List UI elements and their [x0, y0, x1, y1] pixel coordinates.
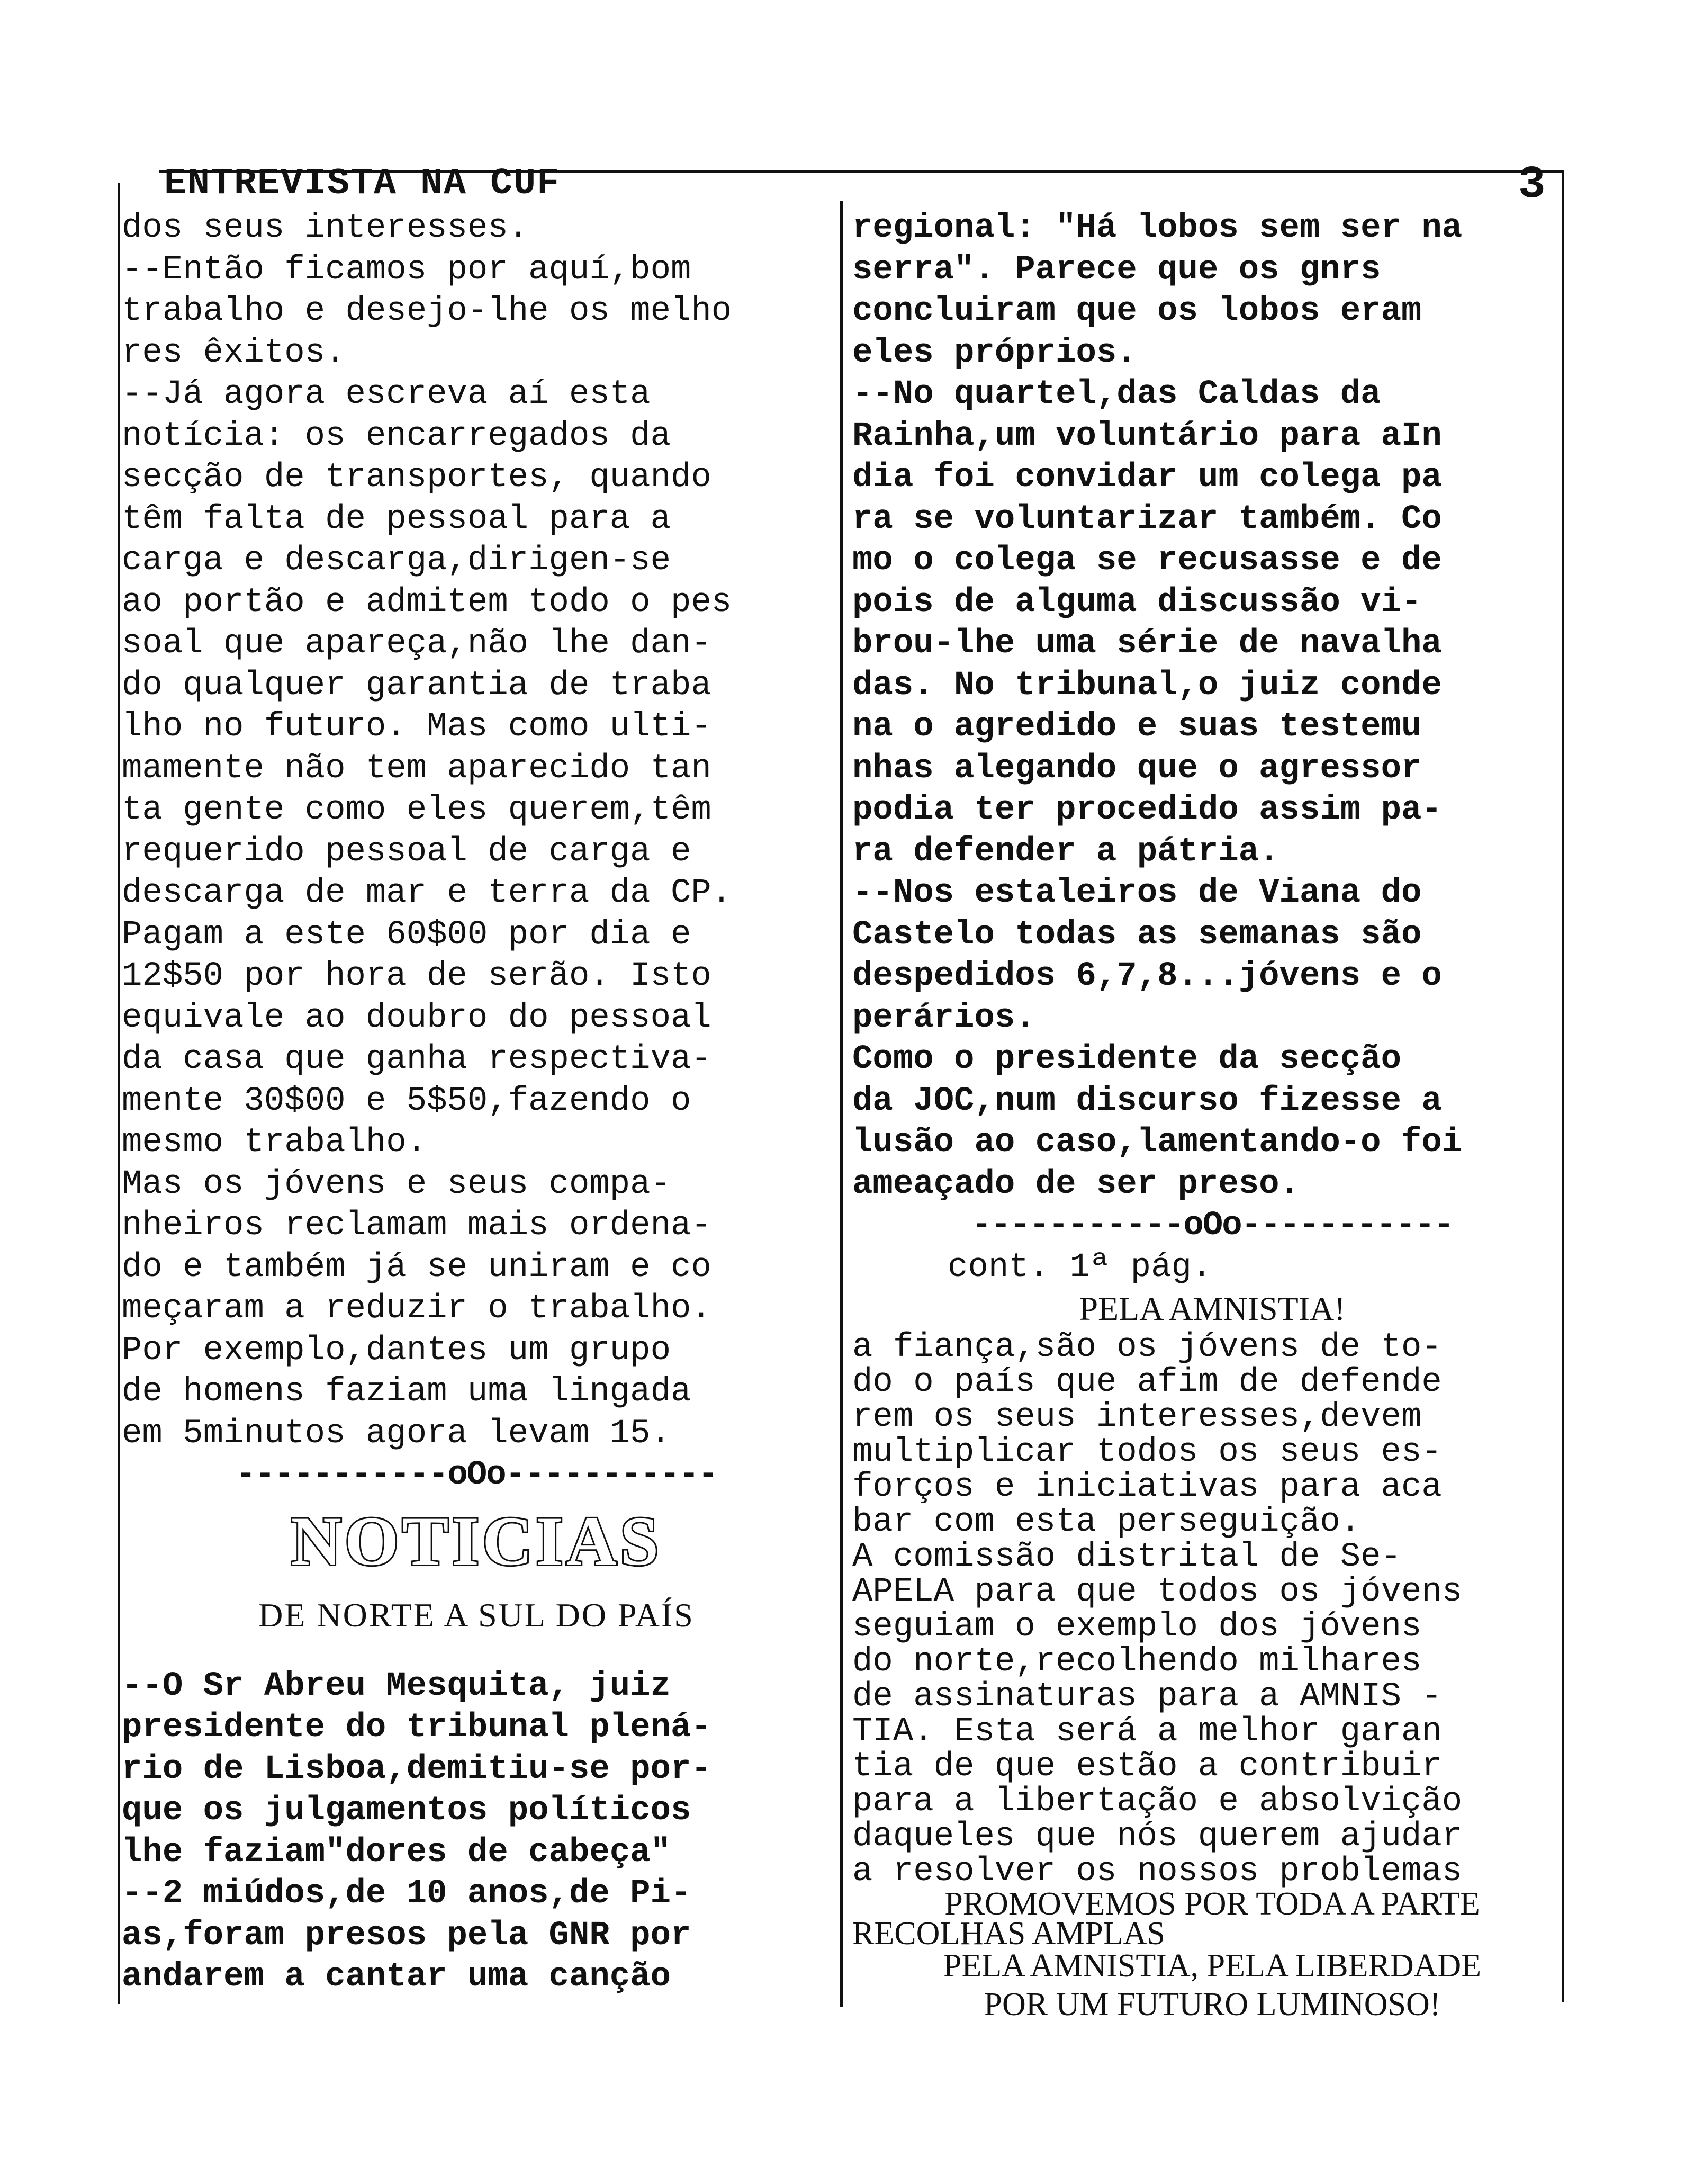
text-line: 12$50 por hora de serão. Isto [122, 957, 711, 995]
text-line: das. No tribunal,o juiz conde [852, 666, 1442, 705]
continuation-title: PELA AMNISTIA! [1079, 1290, 1346, 1327]
slogan-line: RECOLHAS AMPLAS [852, 1918, 1165, 1948]
news-line: rio de Lisboa,demitiu-se por- [122, 1750, 711, 1788]
text-line: meçaram a reduzir o trabalho. [122, 1290, 711, 1328]
text-line: nhas alegando que o agressor [852, 749, 1422, 788]
text-line: descarga de mar e terra da CP. [122, 874, 732, 912]
text-line: de homens faziam uma lingada [122, 1373, 691, 1411]
amnesty-line: do o país que afim de defende [852, 1364, 1442, 1400]
text-line: brou-lhe uma série de navalha [852, 625, 1442, 663]
text-line: concluiram que os lobos eram [852, 292, 1422, 330]
amnesty-line: forços e iniciativas para aca [852, 1469, 1442, 1505]
amnesty-line: do norte,recolhendo milhares [852, 1644, 1422, 1679]
text-line: Como o presidente da secção [852, 1040, 1401, 1078]
amnesty-line: TIA. Esta será a melhor garan [852, 1714, 1442, 1749]
amnesty-line: a resolver os nossos problemas [852, 1854, 1463, 1889]
slogan-line: PELA AMNISTIA, PELA LIBERDADE [943, 1948, 1482, 1983]
text-line: Pagam a este 60$00 por dia e [122, 915, 691, 954]
text-line: despedidos 6,7,8...jóvens e o [852, 957, 1442, 995]
news-line: --O Sr Abreu Mesquita, juiz [122, 1667, 671, 1705]
header-title: ENTREVISTA NA CUF [164, 163, 561, 205]
text-line: lho no futuro. Mas como ulti- [122, 708, 711, 746]
text-line: Rainha,um voluntário para aIn [852, 417, 1442, 455]
slogan-line: PROMOVEMOS POR TODA A PARTE [944, 1889, 1480, 1919]
amnesty-line: APELA para que todos os jóvens [852, 1574, 1463, 1610]
text-line: do qualquer garantia de traba [122, 666, 711, 705]
text-line: na o agredido e suas testemu [852, 708, 1422, 746]
text-line: ameaçado de ser preso. [852, 1165, 1300, 1203]
text-line: podia ter procedido assim pa- [852, 791, 1442, 829]
text-line: regional: "Há lobos sem ser na [852, 209, 1463, 247]
amnesty-line: para a libertação e absolvição [852, 1784, 1463, 1819]
text-line: ta gente como eles querem,têm [122, 791, 711, 829]
text-line: secção de transportes, quando [122, 459, 711, 497]
amnesty-line: multiplicar todos os seus es- [852, 1434, 1442, 1470]
text-line: res êxitos. [122, 334, 346, 372]
news-line: lhe faziam"dores de cabeça" [122, 1833, 671, 1872]
news-line: --2 miúdos,de 10 anos,de Pi- [122, 1875, 691, 1913]
text-line: requerido pessoal de carga e [122, 832, 691, 871]
slogan-line: POR UM FUTURO LUMINOSO! [984, 1986, 1441, 2023]
column-divider [840, 201, 843, 2007]
text-line: pois de alguma discussão vi- [852, 583, 1422, 622]
right-column [852, 208, 1572, 2026]
amnesty-line: a fiança,são os jóvens de to- [852, 1329, 1442, 1365]
amnesty-line: rem os seus interesses,devem [852, 1399, 1422, 1435]
text-line: mente 30$00 e 5$50,fazendo o [122, 1082, 691, 1120]
text-line: soal que apareça,não lhe dan- [122, 625, 711, 663]
spacer [122, 1644, 831, 1666]
news-line: as,foram presos pela GNR por [122, 1916, 691, 1955]
text-line: da casa que ganha respectiva- [122, 1040, 711, 1078]
amnesty-line: A comissão distrital de Se- [852, 1539, 1401, 1575]
amnesty-text [852, 1330, 1572, 1889]
text-line: da JOC,num discurso fizesse a [852, 1082, 1442, 1120]
left-column [122, 208, 831, 1998]
text-line: lusão ao caso,lamentando-o foi [852, 1124, 1463, 1162]
text-line: carga e descarga,dirigen-se [122, 542, 671, 580]
text-line: têm falta de pessoal para a [122, 500, 671, 538]
text-line: Mas os jóvens e seus compa- [122, 1165, 671, 1203]
amnesty-line: tia de que estão a contribuir [852, 1749, 1442, 1784]
section-title: NOTICIAS [291, 1502, 662, 1580]
text-line: dia foi convidar um colega pa [852, 459, 1442, 497]
continuation-note: cont. 1ª pág. [948, 1248, 1212, 1287]
text-line: ra se voluntarizar também. Co [852, 500, 1442, 538]
news-line: andarem a cantar uma canção [122, 1958, 671, 1996]
text-line: ra defender a pátria. [852, 832, 1279, 871]
text-line: trabalho e desejo-lhe os melho [122, 292, 732, 330]
text-line: Por exemplo,dantes um grupo [122, 1331, 671, 1370]
text-line: --No quartel,das Caldas da [852, 375, 1381, 414]
text-line: em 5minutos agora levam 15. [122, 1414, 671, 1453]
text-line: do e também já se uniram e co [122, 1248, 711, 1287]
amnesty-line: seguiam o exemplo dos jóvens [852, 1609, 1422, 1644]
section-subtitle: DE NORTE A SUL DO PAÍS [258, 1596, 695, 1634]
text-line: ao portão e admitem todo o pes [122, 583, 732, 622]
text-line: mo o colega se recusasse e de [852, 542, 1442, 580]
text-line: nheiros reclamam mais ordena- [122, 1207, 711, 1245]
text-line: eles próprios. [852, 334, 1137, 372]
text-line: --Nos estaleiros de Viana do [852, 874, 1422, 912]
text-line: notícia: os encarregados da [122, 417, 671, 455]
amnesty-line: de assinaturas para a AMNIS - [852, 1679, 1442, 1714]
text-line: dos seus interesses. [122, 209, 529, 247]
text-line: equivale ao doubro do pessoal [122, 999, 711, 1037]
amnesty-line: daqueles que nós querem ajudar [852, 1819, 1463, 1854]
amnesty-line: bar com esta perseguição. [852, 1504, 1361, 1540]
text-line: --Então ficamos por aquí,bom [122, 250, 691, 289]
text-line: mesmo trabalho. [122, 1124, 427, 1162]
slogans [852, 1889, 1572, 2026]
section-separator: -----------oOo----------- [235, 1456, 718, 1494]
page-number: 3 [1518, 159, 1546, 211]
text-line: perários. [852, 999, 1035, 1037]
section-separator: -----------oOo----------- [971, 1207, 1454, 1245]
text-line: --Já agora escreva aí esta [122, 375, 651, 414]
text-line: Castelo todas as semanas são [852, 915, 1422, 954]
news-line: presidente do tribunal plená- [122, 1709, 711, 1747]
left-margin-rule [118, 183, 120, 2004]
news-line: que os julgamentos políticos [122, 1792, 691, 1830]
text-line: mamente não tem aparecido tan [122, 749, 711, 788]
text-line: serra". Parece que os gnrs [852, 250, 1381, 289]
